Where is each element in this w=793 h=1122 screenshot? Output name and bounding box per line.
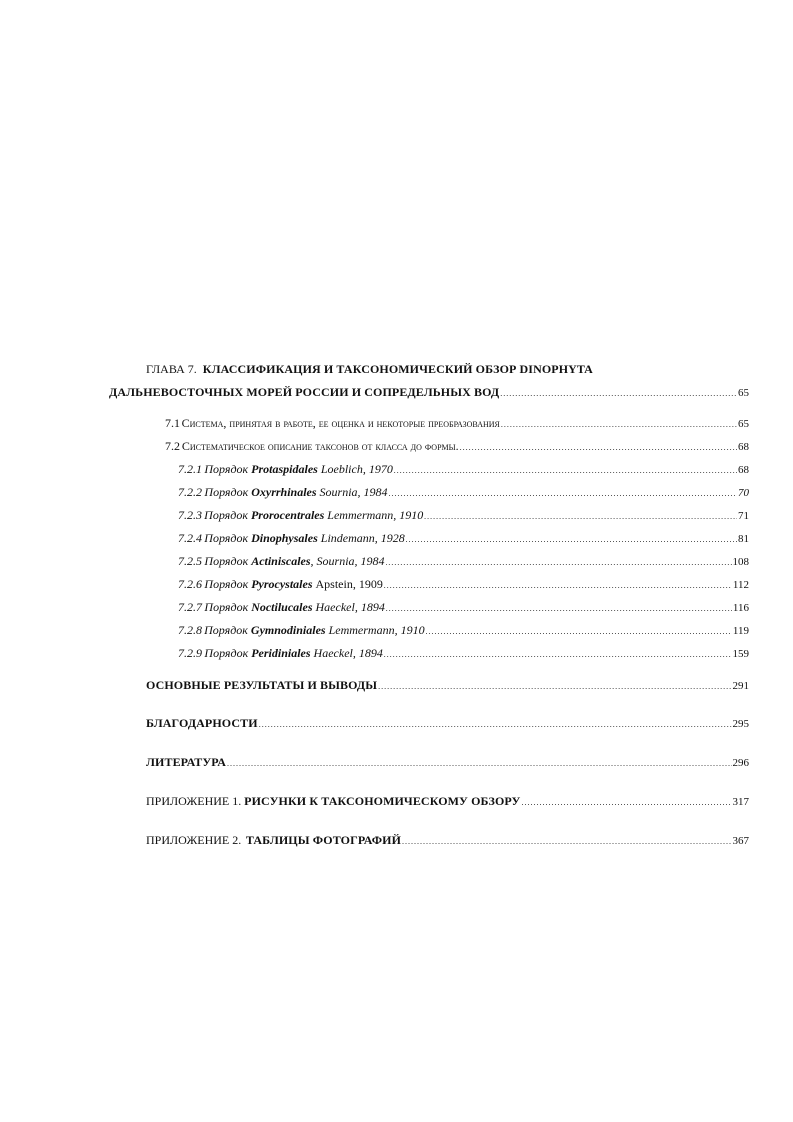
taxon-author: Haeckel, 1894 bbox=[315, 600, 385, 614]
leader-dots bbox=[384, 647, 732, 663]
order-label: Порядок bbox=[204, 485, 249, 499]
leader-dots bbox=[402, 834, 731, 850]
taxon-name: Peridiniales bbox=[251, 646, 311, 660]
toc-entry-7-2-7[interactable] bbox=[178, 599, 749, 617]
appendix2-page: 367 bbox=[732, 835, 749, 847]
taxon-name: Dinophysales bbox=[251, 531, 318, 545]
toc-entry-appendix1[interactable] bbox=[146, 793, 749, 811]
appendix1-prefix: ПРИЛОЖЕНИЕ 1. bbox=[146, 794, 242, 808]
order-label: Порядок bbox=[204, 531, 249, 545]
toc-entry-7-1[interactable] bbox=[165, 415, 749, 433]
subsection-number: 7.2.1 bbox=[178, 462, 202, 476]
leader-dots bbox=[389, 486, 737, 502]
leader-dots bbox=[384, 578, 732, 594]
toc-entry-results[interactable] bbox=[146, 677, 749, 695]
leader-dots bbox=[378, 679, 731, 695]
chapter7-page: 65 bbox=[738, 387, 749, 399]
toc-entry-appendix2[interactable] bbox=[146, 832, 749, 850]
toc-entry-7-2-8[interactable] bbox=[178, 622, 749, 640]
literature-title: ЛИТЕРАТУРА bbox=[146, 755, 226, 769]
order-label: Порядок bbox=[204, 554, 249, 568]
toc-entry-7-2-5[interactable] bbox=[178, 553, 749, 571]
taxon-author: Loeblich, 1970 bbox=[320, 462, 393, 476]
toc-chapter7-line1 bbox=[146, 361, 593, 377]
results-title: ОСНОВНЫЕ РЕЗУЛЬТАТЫ И ВЫВОДЫ bbox=[146, 678, 378, 692]
taxon-author: Lindemann, 1928 bbox=[320, 531, 405, 545]
taxon-name: Pyrocystales bbox=[251, 577, 313, 591]
order-label: Порядок bbox=[204, 577, 249, 591]
leader-dots bbox=[394, 463, 737, 479]
toc-entry-7-2-4[interactable] bbox=[178, 530, 749, 548]
subsection-number: 7.2.9 bbox=[178, 646, 202, 660]
taxon-name: Oxyrrhinales bbox=[251, 485, 317, 499]
order-label: Порядок bbox=[204, 623, 248, 637]
leader-dots bbox=[227, 756, 732, 772]
order-label: Порядок bbox=[204, 600, 249, 614]
chapter7-title-line2: ДАЛЬНЕВОСТОЧНЫХ МОРЕЙ РОССИИ И СОПРЕДЕЛЬНЫХ ВОД bbox=[109, 385, 500, 399]
subsection-page: 119 bbox=[732, 625, 749, 637]
toc-entry-7-2[interactable] bbox=[165, 438, 749, 456]
order-label: Порядок bbox=[204, 462, 249, 476]
subsection-number: 7.2.6 bbox=[178, 577, 202, 591]
subsection-number: 7.2.2 bbox=[178, 485, 202, 499]
taxon-name: Noctilucales bbox=[251, 600, 313, 614]
leader-dots bbox=[460, 440, 737, 456]
toc-entry-7-2-3[interactable] bbox=[178, 507, 749, 525]
appendix2-title: ТАБЛИЦЫ ФОТОГРАФИЙ bbox=[245, 833, 402, 847]
chapter7-prefix: ГЛАВА 7. bbox=[146, 362, 197, 376]
appendix1-page: 317 bbox=[732, 796, 749, 808]
taxon-author: Sournia, 1984 bbox=[319, 485, 388, 499]
section-page: 68 bbox=[738, 441, 749, 453]
toc-entry-7-2-6[interactable] bbox=[178, 576, 749, 594]
taxon-author: Lemmermann, 1910 bbox=[328, 623, 425, 637]
appendix1-title: РИСУНКИ К ТАКСОНОМИЧЕСКОМУ ОБЗОРУ bbox=[244, 794, 521, 808]
order-label: Порядок bbox=[204, 508, 248, 522]
subsection-page: 112 bbox=[732, 579, 749, 591]
section-number: 7.2 bbox=[165, 439, 180, 453]
toc-entry-7-2-1[interactable] bbox=[178, 461, 749, 479]
leader-dots bbox=[386, 555, 732, 571]
subsection-page: 71 bbox=[738, 510, 749, 522]
leader-dots bbox=[501, 417, 737, 433]
leader-dots bbox=[500, 386, 737, 402]
subsection-page: 81 bbox=[738, 533, 749, 545]
literature-page: 296 bbox=[732, 757, 749, 769]
subsection-page: 159 bbox=[732, 648, 749, 660]
subsection-page: 68 bbox=[738, 464, 749, 476]
toc-entry-7-2-2[interactable] bbox=[178, 484, 749, 502]
leader-dots bbox=[426, 624, 732, 640]
leader-dots bbox=[259, 717, 732, 733]
section-title: Система, принятая в работе, ее оценка и некоторые преобразования bbox=[181, 416, 500, 430]
taxon-name: Gymnodiniales bbox=[250, 623, 326, 637]
section-page: 65 bbox=[738, 418, 749, 430]
appendix2-prefix: ПРИЛОЖЕНИЕ 2. bbox=[146, 833, 242, 847]
toc-entry-thanks[interactable] bbox=[146, 715, 749, 733]
subsection-number: 7.2.3 bbox=[178, 508, 202, 522]
leader-dots bbox=[521, 795, 731, 811]
section-title: Систематическое описание таксонов от класса до формы. bbox=[181, 439, 459, 453]
subsection-page: 116 bbox=[732, 602, 749, 614]
subsection-number: 7.2.8 bbox=[178, 623, 202, 637]
toc-entry-7-2-9[interactable] bbox=[178, 645, 749, 663]
order-label: Порядок bbox=[204, 646, 249, 660]
chapter7-title-line1: КЛАССИФИКАЦИЯ И ТАКСОНОМИЧЕСКИЙ ОБЗОР DINOPHYTA bbox=[202, 362, 593, 376]
taxon-author: Haeckel, 1894 bbox=[313, 646, 383, 660]
taxon-author: Apstein, 1909 bbox=[315, 577, 383, 591]
toc-entry-literature[interactable] bbox=[146, 754, 749, 772]
toc-chapter7-line2[interactable] bbox=[109, 384, 749, 402]
section-number: 7.1 bbox=[165, 416, 180, 430]
subsection-page: 108 bbox=[732, 556, 749, 568]
taxon-name: Prorocentrales bbox=[250, 508, 325, 522]
subsection-number: 7.2.7 bbox=[178, 600, 202, 614]
leader-dots bbox=[406, 532, 737, 548]
taxon-author: Lemmermann, 1910 bbox=[327, 508, 424, 522]
subsection-number: 7.2.4 bbox=[178, 531, 202, 545]
leader-dots bbox=[386, 601, 732, 617]
taxon-name: Protaspidales bbox=[251, 462, 318, 476]
thanks-page: 295 bbox=[732, 718, 749, 730]
taxon-author: , Sournia, 1984 bbox=[310, 554, 385, 568]
subsection-page: 70 bbox=[738, 487, 749, 499]
results-page: 291 bbox=[732, 680, 749, 692]
leader-dots bbox=[424, 509, 737, 525]
thanks-title: БЛАГОДАРНОСТИ bbox=[146, 716, 258, 730]
subsection-number: 7.2.5 bbox=[178, 554, 202, 568]
taxon-name: Actiniscales bbox=[251, 554, 311, 568]
